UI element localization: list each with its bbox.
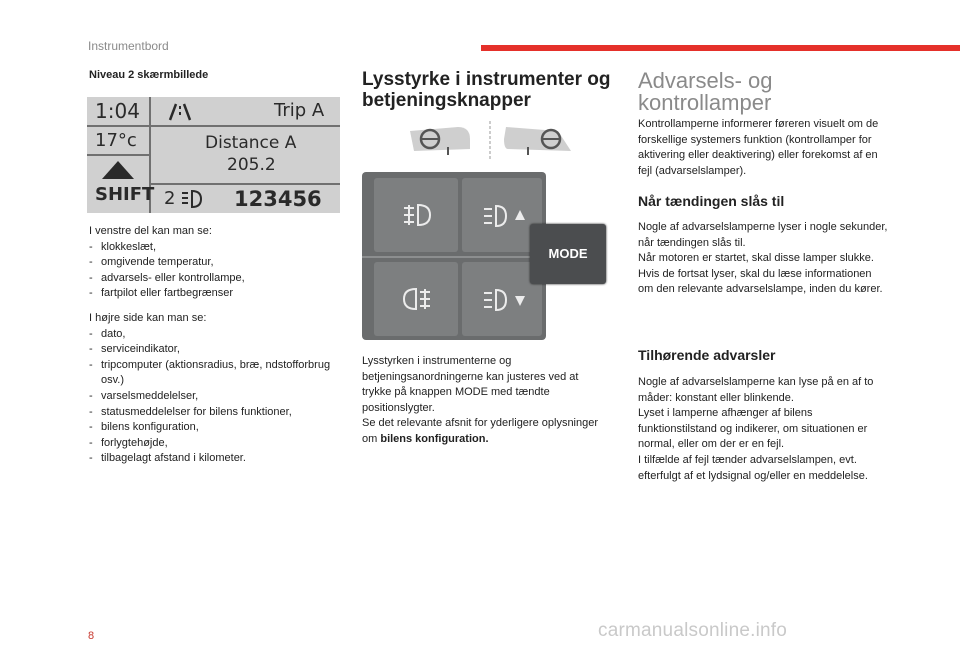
paragraph: Nogle af advarselslamperne lyser i nogle sekunder, når tændingen slås til. [638, 221, 888, 249]
display-distance-label: Distance A [205, 133, 297, 153]
list-item: - dato, [89, 327, 334, 343]
steering-wheel-position-icon [408, 121, 573, 159]
related-warnings-text [638, 375, 893, 484]
running-header: Instrumentbord [88, 39, 169, 53]
screen-level-title: Niveau 2 skærmbillede [89, 69, 209, 81]
lighting-control-panel [362, 172, 546, 340]
ignition-on-text [638, 220, 888, 298]
brightness-reference [362, 416, 602, 447]
paragraph: Når motoren er startet, skal disse lamper slukke. [638, 252, 874, 265]
display-distance-value: 205.2 [227, 155, 276, 175]
list-item: - omgivende temperatur, [89, 255, 334, 271]
rear-fog-lamp-button[interactable] [374, 262, 458, 336]
list-item: - varselsmeddelelser, [89, 389, 334, 405]
paragraph: Nogle af advarselslamperne kan lyse på en af to måder: konstant eller blinkende. [638, 376, 874, 404]
display-divider [150, 183, 340, 185]
brightness-down-icon [482, 288, 526, 312]
paragraph: I tilfælde af fejl tænder advarselslampen, evt. efterfulgt af et lydsignal og/eller en meddelelse. [638, 453, 868, 482]
mode-button-label: MODE [548, 246, 588, 261]
panel-divider [362, 256, 546, 258]
warning-lamps-title: Advarsels- og kontrollamper [638, 68, 773, 115]
reference-link: bilens konfiguration. [380, 432, 489, 445]
list-item: - advarsels- eller kontrollampe, [89, 271, 334, 287]
front-fog-lamp-button[interactable] [374, 178, 458, 252]
watermark: carmanualsonline.info [598, 620, 788, 641]
instrument-display-image [87, 97, 340, 213]
brightness-section-title: Lysstyrke i instrumenter og betjeningsknapper [362, 69, 611, 111]
display-divider [87, 125, 340, 127]
paragraph: Lyset i lamperne afhænger af bilens funktionstilstand og indikerer, om situationen er normal, eller om der er en fejl. [638, 407, 868, 451]
header-accent-bar [481, 45, 960, 51]
display-odometer: 123456 [234, 187, 322, 211]
brightness-up-icon [482, 204, 526, 228]
brightness-paragraph: Lysstyrken i instrumenterne og betjeningsanordningerne kan justeres ved at trykke på knappen MODE med tændte positionslygter. [362, 355, 579, 414]
display-temperature: 17°c [95, 130, 137, 151]
mode-button[interactable] [530, 224, 606, 284]
brightness-description [362, 354, 602, 448]
left-side-list [89, 224, 334, 302]
list-item: - bilens konfiguration, [89, 420, 334, 436]
warning-lamps-intro: Kontrollamperne informerer føreren visuelt om de forskellige systemers funktion (kontrollamper for aktivering eller deaktivering) eller forekomst af en fejl (advarselslamper). [638, 118, 879, 177]
rear-fog-lamp-icon [402, 286, 432, 312]
list-item: - fartpilot eller fartbegrænser [89, 286, 334, 302]
list-item: - serviceindikator, [89, 342, 334, 358]
front-fog-lamp-icon [402, 202, 432, 228]
display-shift-indicator: SHIFT [95, 184, 155, 205]
reference-text: Se det relevante afsnit for yderligere oplysninger om [362, 417, 599, 445]
shift-up-arrow-icon [100, 159, 136, 181]
display-gear: 2 [164, 188, 176, 209]
list-item: - statusmeddelelser for bilens funktioner, [89, 405, 334, 421]
list-item: - tilbagelagt afstand i kilometer. [89, 451, 334, 467]
display-trip-label: Trip A [274, 100, 325, 121]
list-item: - forlygtehøjde, [89, 436, 334, 452]
list-item: - klokkeslæt, [89, 240, 334, 256]
right-side-intro: I højre side kan man se: [89, 312, 207, 324]
display-clock: 1:04 [95, 99, 140, 123]
related-warnings-heading: Tilhørende advarsler [638, 347, 776, 363]
list-item: - tripcomputer (aktionsradius, bræ, ndstofforbrug osv.) [89, 358, 334, 389]
ignition-on-heading: Når tændingen slås til [638, 193, 785, 209]
adaptive-cruise-icon [167, 102, 193, 122]
paragraph: Hvis de fortsat lyser, skal du læse informationen om den relevante advarselslampe, inden du kører. [638, 267, 883, 296]
left-side-intro: I venstre del kan man se: [89, 225, 212, 237]
display-divider [87, 154, 150, 156]
page-number: 8 [88, 630, 95, 642]
right-side-list [89, 311, 334, 467]
headlamp-beam-icon [179, 189, 203, 209]
